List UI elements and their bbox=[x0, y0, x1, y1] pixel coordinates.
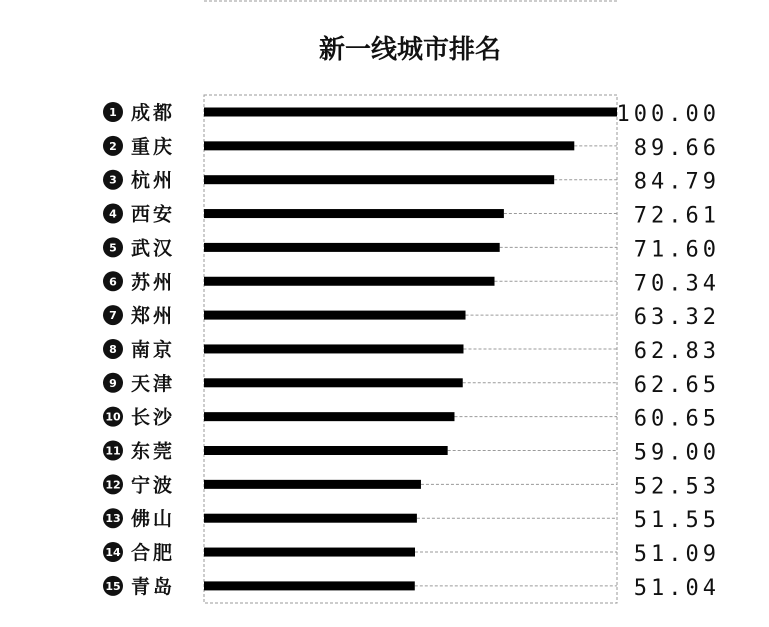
chart-title: 新一线城市排名 bbox=[318, 35, 502, 65]
rank-number: 15 bbox=[105, 579, 121, 593]
bar bbox=[204, 378, 463, 387]
rank-number: 13 bbox=[105, 512, 121, 526]
rank-number: 3 bbox=[109, 173, 117, 187]
bar bbox=[204, 480, 421, 489]
value-label: 52.53 bbox=[633, 474, 720, 500]
city-label: 苏州 bbox=[131, 271, 176, 294]
value-label: 63.32 bbox=[633, 305, 720, 331]
city-label: 东莞 bbox=[131, 440, 176, 463]
bar bbox=[204, 548, 415, 557]
rank-number: 11 bbox=[105, 444, 121, 458]
rank-number: 5 bbox=[109, 241, 117, 255]
rank-number: 14 bbox=[105, 546, 121, 560]
city-label: 南京 bbox=[131, 338, 176, 361]
rank-number: 7 bbox=[109, 309, 117, 323]
city-label: 成都 bbox=[131, 102, 176, 124]
value-label: 71.60 bbox=[633, 237, 720, 263]
city-label: 长沙 bbox=[131, 406, 176, 429]
bar bbox=[204, 581, 415, 590]
bar bbox=[204, 514, 417, 523]
bar bbox=[204, 209, 504, 218]
bar bbox=[204, 175, 554, 184]
city-label: 重庆 bbox=[131, 135, 176, 158]
rank-number: 10 bbox=[105, 410, 121, 424]
city-label: 西安 bbox=[131, 203, 176, 226]
bar bbox=[204, 243, 500, 252]
city-label: 合肥 bbox=[131, 542, 176, 565]
value-label: 60.65 bbox=[633, 406, 720, 432]
value-label: 70.34 bbox=[633, 271, 720, 297]
value-label: 62.65 bbox=[633, 372, 720, 398]
rank-number: 8 bbox=[109, 342, 117, 356]
bar-rows bbox=[103, 101, 720, 601]
bar bbox=[204, 412, 454, 421]
rank-number: 2 bbox=[109, 139, 117, 153]
rank-number: 12 bbox=[105, 478, 121, 492]
value-label: 59.00 bbox=[633, 440, 720, 466]
bar bbox=[204, 108, 617, 117]
city-label: 宁波 bbox=[131, 474, 176, 497]
bar bbox=[204, 141, 574, 150]
city-label: 青岛 bbox=[131, 575, 176, 598]
city-label: 佛山 bbox=[131, 508, 176, 531]
value-label: 72.61 bbox=[633, 203, 720, 229]
city-label: 武汉 bbox=[131, 237, 176, 260]
city-label: 天津 bbox=[131, 372, 176, 395]
value-label: 51.09 bbox=[633, 542, 720, 568]
rank-number: 9 bbox=[109, 376, 117, 390]
value-label: 62.83 bbox=[633, 338, 720, 364]
rank-number: 6 bbox=[109, 275, 117, 289]
value-label: 89.66 bbox=[633, 135, 720, 161]
bar bbox=[204, 344, 463, 353]
value-label: 84.79 bbox=[633, 169, 720, 195]
value-label: 51.04 bbox=[633, 575, 720, 601]
rank-number: 4 bbox=[109, 207, 117, 221]
city-label: 杭州 bbox=[131, 169, 176, 192]
bar bbox=[204, 446, 448, 455]
bar bbox=[204, 277, 495, 286]
bar bbox=[204, 311, 466, 320]
city-label: 郑州 bbox=[131, 305, 176, 328]
value-label: 100.00 bbox=[616, 102, 720, 127]
value-label: 51.55 bbox=[633, 508, 720, 534]
rank-number: 1 bbox=[109, 106, 117, 119]
